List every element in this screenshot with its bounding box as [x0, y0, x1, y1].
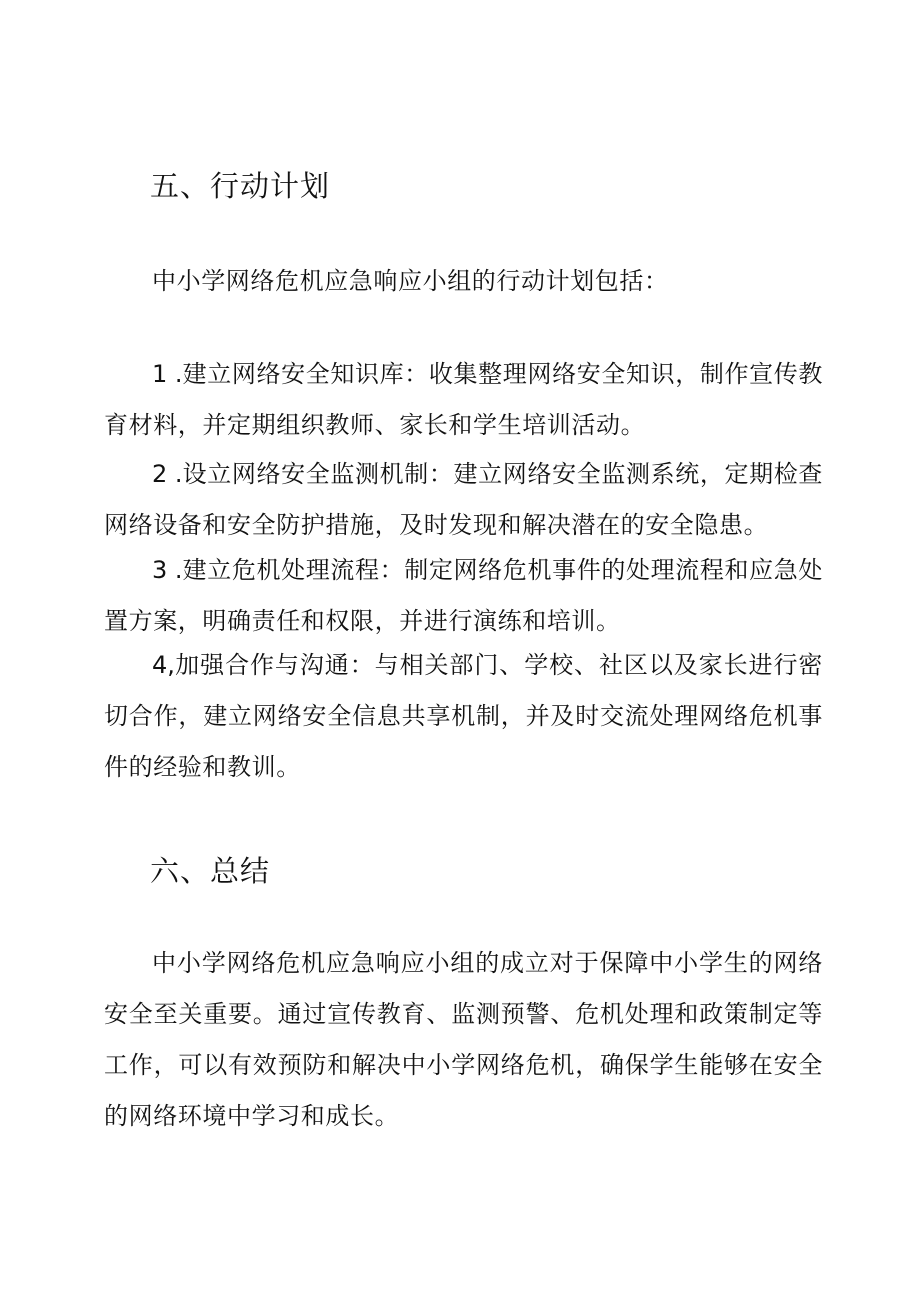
action-item-number: 4,	[152, 651, 175, 679]
action-item-number: 2 .	[152, 460, 183, 488]
section-heading-action-plan: 五、行动计划	[150, 169, 331, 203]
action-item-2	[104, 449, 823, 551]
action-item-text: 加强合作与沟通：与相关部门、学校、社区以及家长进行密切合作，建立网络安全信息共享机制，并及时交流处理网络危机事件的经验和教训。	[104, 651, 823, 781]
section-heading-summary: 六、总结	[150, 854, 271, 888]
action-item-number: 1 .	[152, 360, 183, 388]
action-item-text: 建立网络安全知识库：收集整理网络安全知识，制作宣传教育材料，并定期组织教师、家长和学生培训活动。	[104, 360, 823, 439]
action-item-3	[104, 545, 823, 647]
action-item-text: 建立危机处理流程：制定网络危机事件的处理流程和应急处置方案，明确责任和权限，并进行演练和培训。	[104, 556, 823, 635]
action-plan-intro: 中小学网络危机应急响应小组的行动计划包括：	[152, 267, 669, 295]
action-item-text: 设立网络安全监测机制：建立网络安全监测系统，定期检查网络设备和安全防护措施，及时发现和解决潜在的安全隐患。	[104, 460, 823, 539]
action-item-number: 3 .	[152, 556, 183, 584]
action-item-4	[104, 640, 823, 793]
summary-body: 中小学网络危机应急响应小组的成立对于保障中小学生的网络安全至关重要。通过宣传教育、监测预警、危机处理和政策制定等工作，可以有效预防和解决中小学网络危机，确保学生能够在安全的网络环境中学习和成长。	[104, 949, 823, 1130]
action-item-1	[104, 349, 823, 451]
